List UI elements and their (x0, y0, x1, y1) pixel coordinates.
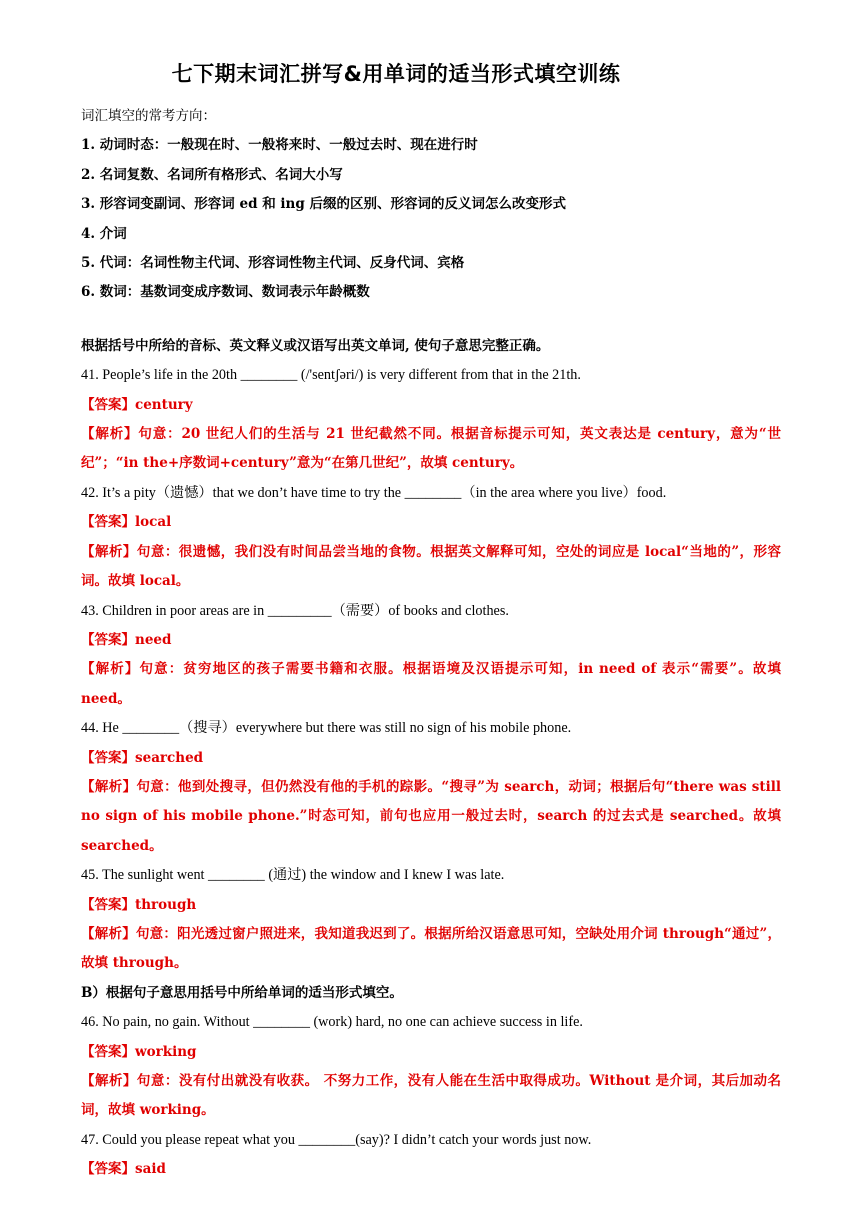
intro-point: 4. 介词 (81, 225, 127, 242)
section-a-instruction: 根据括号中所给的音标、英文释义或汉语写出英文单词, 使句子意思完整正确。 (81, 337, 550, 354)
answer: 【答案】working (81, 1043, 197, 1060)
document-page (81, 58, 781, 1185)
intro-point: 5. 代词：名词性物主代词、形容词性物主代词、反身代词、宾格 (81, 255, 465, 272)
answer: 【答案】searched (81, 749, 204, 766)
section-b-instruction: B）根据句子意思用括号中所给单词的适当形式填空。 (81, 984, 403, 1001)
answer: 【答案】century (81, 396, 193, 413)
question: 47. Could you please repeat what you ________(say)? I didn’t catch your words just now. (81, 1131, 592, 1148)
intro-point: 6. 数词：基数词变成序数词、数词表示年龄概数 (81, 284, 370, 301)
intro-point: 2. 名词复数、名词所有格形式、名词大小写 (81, 166, 343, 183)
answer: 【答案】need (81, 631, 172, 648)
question: 46. No pain, no gain. Without ________ (work) hard, no one can achieve success in life. (81, 1014, 583, 1031)
question: 44. He ________（搜寻）everywhere but there was still no sign of his mobile phone. (81, 720, 572, 737)
answer: 【答案】through (81, 896, 197, 913)
question: 43. Children in poor areas are in _________（需要）of books and clothes. (81, 602, 509, 619)
spacer (81, 308, 781, 332)
analysis: 【解析】句意：很遗憾，我们没有时间品尝当地的食物。根据英文解释可知，空处的词应是 local“当地的”，形容词。故填 local。 (81, 543, 781, 590)
analysis: 【解析】句意：阳光透过窗户照进来，我知道我迟到了。根据所给汉语意思可知，空缺处用介词 through“通过”，故填 through。 (81, 925, 781, 972)
intro-point: 1. 动词时态：一般现在时、一般将来时、一般过去时、现在进行时 (81, 137, 478, 154)
question: 41. People’s life in the 20th ________ (/'sentʃəri/) is very different from that in the 21th. (81, 367, 581, 384)
analysis: 【解析】句意：没有付出就没有收获。 不努力工作，没有人能在生活中取得成功。Without 是介词，其后加动名词，故填 working。 (81, 1073, 781, 1119)
question: 45. The sunlight went ________ (通过) the window and I knew I was late. (81, 867, 505, 884)
intro-heading: 词汇填空的常考方向： (81, 108, 216, 124)
analysis: 【解析】句意：20 世纪人们的生活与 21 世纪截然不同。根据音标提示可知，英文表达是 century，意为“世纪”；“in the+序数词+century”意为“在第几世纪”，故填 century。 (81, 426, 781, 472)
analysis: 【解析】句意：他到处搜寻，但仍然没有他的手机的踪影。“搜寻”为 search，动词；根据后句“there was still no sign of his mobile phone.”时态可知，前句也应用一般过去时，search 的过去式是 searched。故填 searched。 (81, 778, 781, 854)
answer: 【答案】local (81, 514, 172, 531)
page-title: 七下期末词汇拼写&用单词的适当形式填空训练 (171, 62, 621, 86)
intro-point: 3. 形容词变副词、形容词 ed 和 ing 后缀的区别、形容词的反义词怎么改变形式 (81, 196, 567, 213)
analysis: 【解析】句意：贫穷地区的孩子需要书籍和衣服。根据语境及汉语提示可知，in need of 表示“需要”。故填 need。 (81, 661, 781, 707)
answer: 【答案】said (81, 1161, 166, 1178)
question: 42. It’s a pity（遗憾）that we don’t have time to try the ________（in the area where you live）food. (81, 484, 667, 501)
